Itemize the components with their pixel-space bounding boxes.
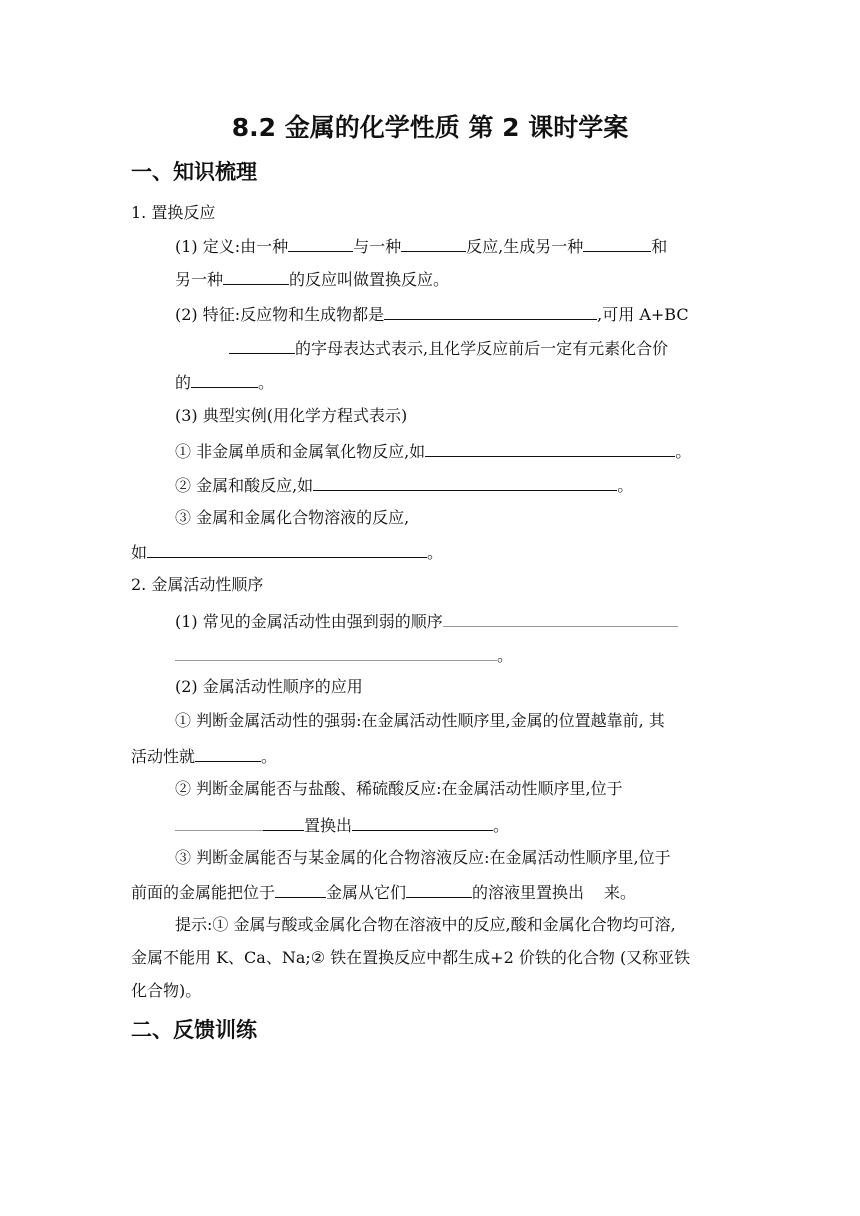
example-line-3b <box>131 540 443 564</box>
blank-field[interactable] <box>583 234 651 252</box>
example-2-end: 。 <box>617 476 634 495</box>
blank-field[interactable] <box>384 302 597 320</box>
blank-field[interactable] <box>401 234 466 252</box>
subheading-displacement: 1. 置换反应 <box>131 203 216 222</box>
definition-text-c: 反应,生成另一种 <box>466 237 584 256</box>
activity-line-1 <box>175 609 678 633</box>
definition-text-d: 和 <box>651 237 668 256</box>
application-2-line-2 <box>175 813 509 837</box>
definition-text-a: (1) 定义:由一种 <box>175 237 289 256</box>
examples-heading: (3) 典型实例(用化学方程式表示) <box>175 406 408 425</box>
application-1-line-2 <box>131 744 277 768</box>
section-heading-practice: 二、反馈训练 <box>131 1018 257 1042</box>
blank-field[interactable] <box>288 234 353 252</box>
feature-line-1 <box>175 302 689 326</box>
example-line-3: ③ 金属和金属化合物溶液的反应, <box>175 508 410 527</box>
page-title: 8.2 金属的化学性质 第 2 课时学案 <box>231 113 629 142</box>
blank-field[interactable] <box>443 609 678 627</box>
blank-field[interactable] <box>406 880 472 898</box>
application-2-text: 置换出 <box>304 816 353 835</box>
application-heading: (2) 金属活动性顺序的应用 <box>175 677 363 696</box>
example-3-end: 。 <box>427 543 444 562</box>
blank-field[interactable] <box>313 473 617 491</box>
definition-text-b: 与一种 <box>353 237 402 256</box>
application-3-end: 来。 <box>604 883 637 902</box>
example-2-text: ② 金属和酸反应,如 <box>175 476 314 495</box>
blank-field[interactable] <box>425 439 675 457</box>
feature-text-e: 。 <box>258 373 275 392</box>
application-2-end: 。 <box>493 816 510 835</box>
feature-line-3 <box>175 370 274 394</box>
example-3-text: 如 <box>131 543 148 562</box>
feature-text-a: (2) 特征:反应物和生成物都是 <box>175 305 385 324</box>
tip-line-1: 提示:① 金属与酸或金属化合物在溶液中的反应,酸和金属化合物均可溶, <box>175 915 676 934</box>
application-3-line-1: ③ 判断金属能否与某金属的化合物溶液反应:在金属活动性顺序里,位于 <box>175 848 671 867</box>
section-heading-knowledge: 一、知识梳理 <box>131 160 257 184</box>
activity-order-end: 。 <box>497 646 514 665</box>
blank-field[interactable] <box>191 370 258 388</box>
feature-text-c: 的字母表达式表示,且化学反应前后一定有元素化合价 <box>295 339 669 358</box>
blank-field[interactable] <box>275 880 326 898</box>
blank-field[interactable] <box>147 540 427 558</box>
application-3-text-c: 的溶液里置换出 <box>472 883 585 902</box>
definition-line-1 <box>175 234 667 258</box>
application-3-text-a: 前面的金属能把位于 <box>131 883 276 902</box>
application-3-text-b: 金属从它们 <box>326 883 407 902</box>
feature-line-2 <box>229 336 668 360</box>
example-1-text: ① 非金属单质和金属氧化物反应,如 <box>175 442 426 461</box>
definition-text-e: 另一种 <box>175 270 224 289</box>
application-1-end: 。 <box>261 747 278 766</box>
example-line-1 <box>175 439 691 463</box>
example-line-2 <box>175 473 633 497</box>
blank-field[interactable] <box>263 813 304 831</box>
tip-line-3: 化合物)。 <box>131 981 202 1000</box>
application-3-line-2 <box>131 880 636 904</box>
example-1-end: 。 <box>675 442 692 461</box>
application-1-text: 活动性就 <box>131 747 196 766</box>
blank-field[interactable] <box>175 643 497 661</box>
blank-field[interactable] <box>195 744 261 762</box>
blank-field[interactable] <box>229 336 295 354</box>
definition-line-2 <box>175 267 449 291</box>
activity-line-2 <box>175 643 513 667</box>
blank-field[interactable] <box>352 813 493 831</box>
subheading-activity-series: 2. 金属活动性顺序 <box>131 575 264 594</box>
definition-text-f: 的反应叫做置换反应。 <box>289 270 450 289</box>
application-2-line-1: ② 判断金属能否与盐酸、稀硫酸反应:在金属活动性顺序里,位于 <box>175 779 623 798</box>
blank-field[interactable] <box>223 267 289 285</box>
feature-text-b: ,可用 A+BC <box>597 305 689 324</box>
blank-field[interactable] <box>175 813 263 831</box>
feature-text-d: 的 <box>175 373 192 392</box>
tip-line-2: 金属不能用 K、Ca、Na;② 铁在置换反应中都生成+2 价铁的化合物 (又称亚铁 <box>131 948 691 967</box>
application-1-line-1: ① 判断金属活动性的强弱:在金属活动性顺序里,金属的位置越靠前, 其 <box>175 711 665 730</box>
activity-order-text: (1) 常见的金属活动性由强到弱的顺序 <box>175 612 443 631</box>
